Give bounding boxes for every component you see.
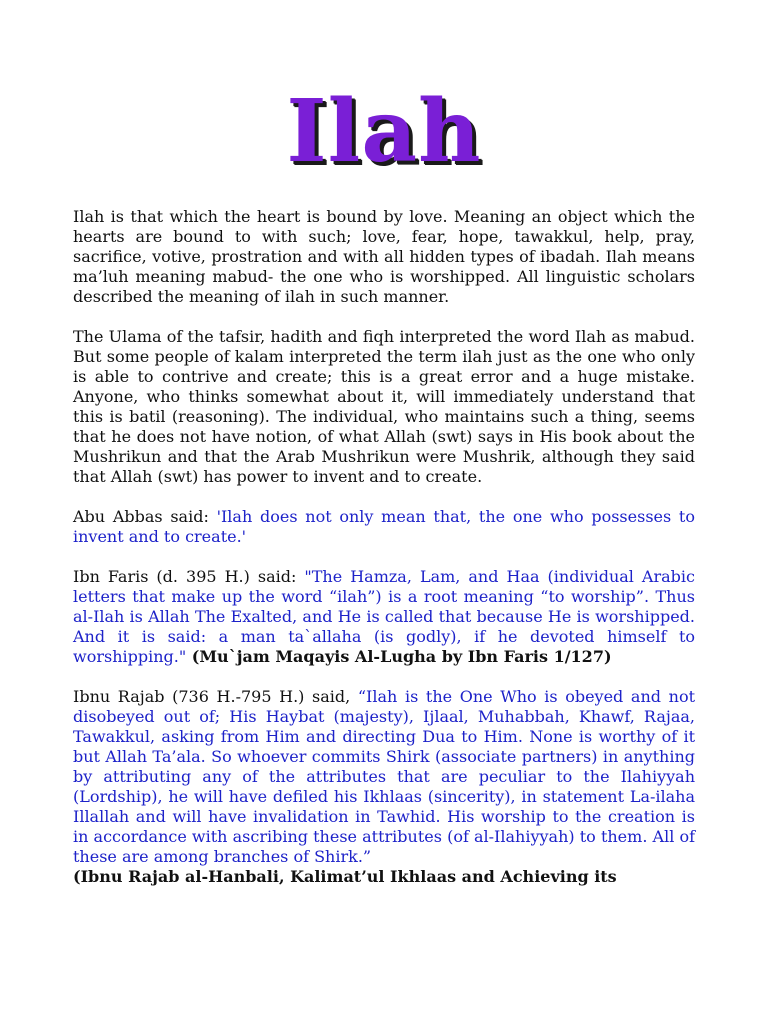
ibn-faris-quote: "The Hamza, Lam, and Haa (individual Arabic letters that make up the word “ilah”) is a root meaning “to worship”. Thus al-Ilah is Allah The Exalted, and He is called that because He is worshipped. And it is said: a man ta`allaha (is godly), if he devoted himself to worshipping." bbox=[73, 567, 695, 666]
ibnu-rajab-intro: Ibnu Rajab (736 H.-795 H.) said, bbox=[73, 687, 358, 706]
ibn-faris-reference: (Mu`jam Maqayis Al-Lugha by Ibn Faris 1/127) bbox=[186, 647, 612, 666]
abu-abbas-intro: Abu Abbas said: bbox=[73, 507, 217, 526]
paragraph-ulama-interpretation: The Ulama of the tafsir, hadith and fiqh interpreted the word Ilah as mabud. But some people of kalam interpreted the term ilah just as the one who only is able to contrive and create; this is a great error and a huge mistake. Anyone, who thinks somewhat about it, will immediately understand that this is batil (reasoning). The individual, who maintains such a thing, seems that he does not have notion, of what Allah (swt) says in His book about the Mushrikun and that the Arab Mushrikun were Mushrik, although they said that Allah (swt) has power to invent and to create. bbox=[73, 327, 695, 486]
ibn-faris-intro: Ibn Faris (d. 395 H.) said: bbox=[73, 567, 305, 586]
document-body bbox=[73, 207, 695, 907]
paragraph-ilah-definition: Ilah is that which the heart is bound by love. Meaning an object which the hearts are bound to with such; love, fear, hope, tawakkul, help, pray, sacrifice, votive, prostration and with all hidden types of ibadah. Ilah means ma’luh meaning mabud- the one who is worshipped. All linguistic scholars described the meaning of ilah in such manner. bbox=[73, 207, 695, 306]
paragraph-ibn-faris bbox=[73, 567, 695, 667]
abu-abbas-quote: 'Ilah does not only mean that, the one who possesses to invent and to create.' bbox=[73, 507, 695, 546]
paragraph-abu-abbas bbox=[73, 507, 695, 547]
paragraph-ibnu-rajab bbox=[73, 687, 695, 887]
ibnu-rajab-quote: “Ilah is the One Who is obeyed and not disobeyed out of; His Haybat (majesty), Ijlaal, Muhabbah, Khawf, Rajaa, Tawakkul, asking from Him and directing Dua to Him. None is worthy of it but Allah Ta’ala. So whoever commits Shirk (associate partners) in anything by attributing any of the attributes that are peculiar to the Ilahiyyah (Lordship), he will have defiled his Ikhlaas (sincerity), in statement La-ilaha Illallah and will have invalidation in Tawhid. His worship to the creation is in accordance with ascribing these attributes (of al-Ilahiyyah) to them. All of these are among branches of Shirk.” bbox=[73, 687, 695, 866]
ibnu-rajab-reference: (Ibnu Rajab al-Hanbali, Kalimat’ul Ikhlaas and Achieving its bbox=[73, 867, 617, 886]
page-title: Ilah bbox=[286, 81, 482, 182]
